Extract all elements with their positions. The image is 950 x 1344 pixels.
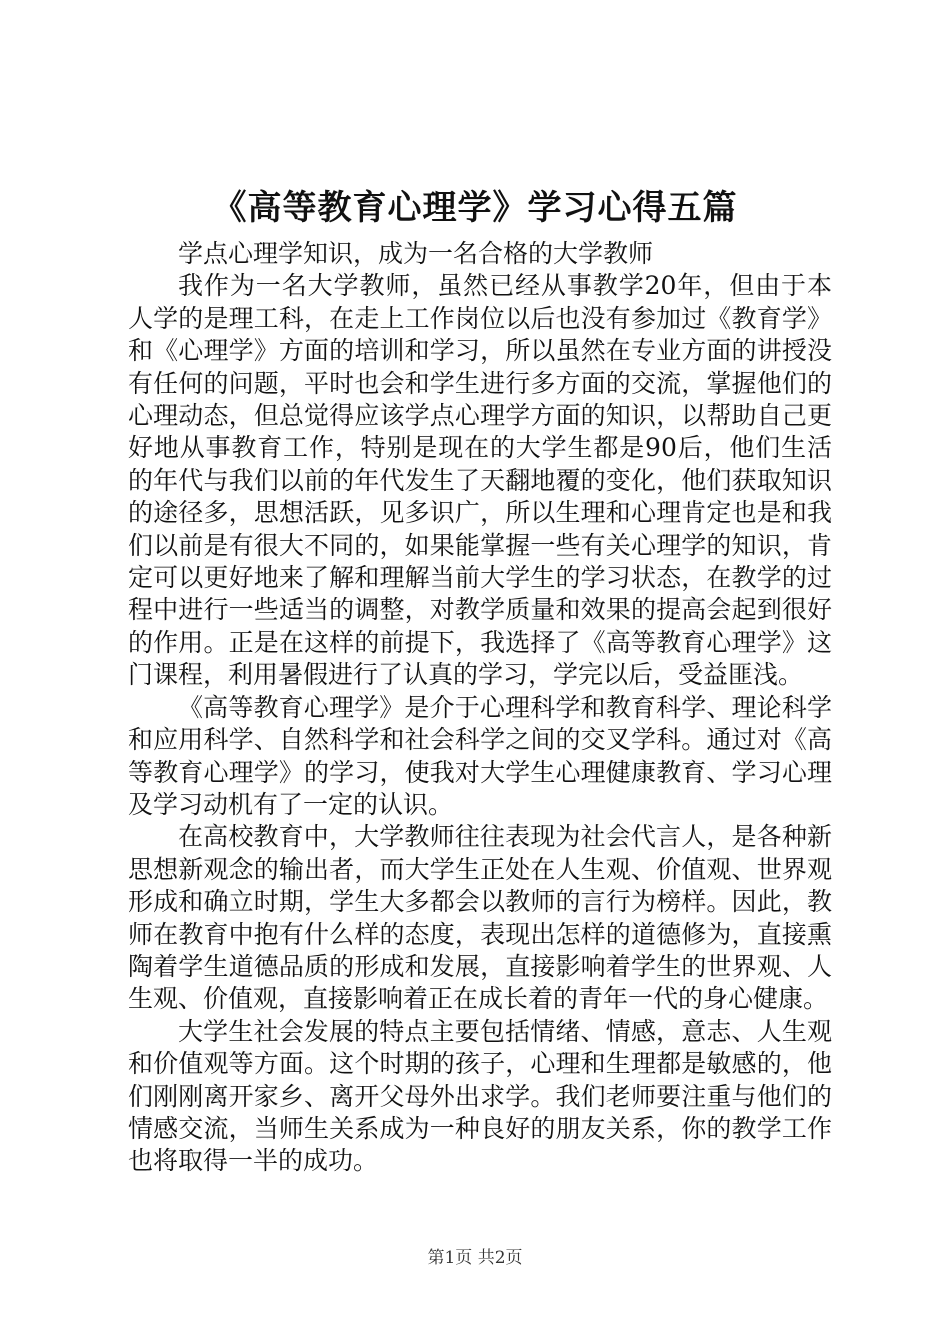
body-paragraph: 大学生社会发展的特点主要包括情绪、情感，意志、人生观和价值观等方面。这个时期的孩子，心理和生理都是敏感的，他们刚刚离开家乡、离开父母外出求学。我们老师要注重与他们的情感交流，当师生关系成为一种良好的朋友关系，你的教学工作也将取得一半的成功。	[128, 1016, 832, 1176]
body-paragraph: 《高等教育心理学》是介于心理科学和教育科学、理论科学和应用科学、自然科学和社会科学之间的交叉学科。通过对《高等教育心理学》的学习，使我对大学生心理健康教育、学习心理及学习动机有了一定的认识。	[128, 692, 832, 819]
subtitle-paragraph: 学点心理学知识，成为一名合格的大学教师	[178, 239, 654, 268]
body-paragraph: 在高校教育中，大学教师往往表现为社会代言人，是各种新思想新观念的输出者，而大学生正处在人生观、价值观、世界观形成和确立时期，学生大多都会以教师的言行为榜样。因此，教师在教育中抱有什么样的态度，表现出怎样的道德修为，直接熏陶着学生道德品质的形成和发展，直接影响着学生的世界观、人生观、价值观，直接影响着正在成长着的青年一代的身心健康。	[128, 822, 832, 1014]
document-title: 《高等教育心理学》学习心得五篇	[212, 188, 738, 228]
document-body	[128, 238, 832, 1178]
page-number-footer: 第1页 共2页	[427, 1248, 523, 1268]
body-paragraph: 我作为一名大学教师，虽然已经从事教学20年，但由于本人学的是理工科，在走上工作岗位以后也没有参加过《教育学》和《心理学》方面的培训和学习，所以虽然在专业方面的讲授没有任何的问题，平时也会和学生进行多方面的交流，掌握他们的心理动态，但总觉得应该学点心理学方面的知识，以帮助自己更好地从事教育工作，特别是现在的大学生都是90后，他们生活的年代与我们以前的年代发生了天翻地覆的变化，他们获取知识的途径多，思想活跃，见多识广，所以生理和心理肯定也是和我们以前是有很大不同的，如果能掌握一些有关心理学的知识，肯定可以更好地来了解和理解当前大学生的学习状态，在教学的过程中进行一些适当的调整，对教学质量和效果的提高会起到很好的作用。正是在这样的前提下，我选择了《高等教育心理学》这门课程，利用暑假进行了认真的学习，学完以后，受益匪浅。	[128, 271, 832, 690]
